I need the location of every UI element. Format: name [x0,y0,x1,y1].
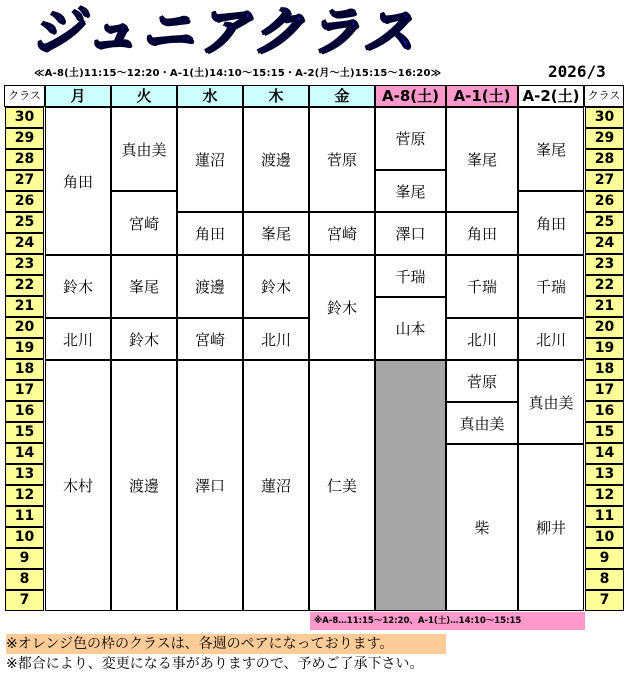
level-number: 15 [5,422,44,443]
level-number: 21 [5,296,44,317]
level-number: 15 [585,422,624,443]
schedule-cell: 澤口 [177,360,243,611]
level-number: 10 [5,527,44,548]
empty-slot [375,360,446,611]
schedule-cell: 北川 [45,318,111,360]
header-class-right: クラス [584,85,624,107]
schedule-cell: 千瑞 [375,255,446,297]
header-a8-saturday: A-8(土) [375,85,446,107]
schedule-cell: 菅原 [309,107,375,212]
level-number: 16 [585,401,624,422]
schedule-cell: 渡邊 [177,255,243,318]
schedule-cell: 峯尾 [243,212,309,255]
level-number: 7 [5,590,44,611]
level-number: 8 [585,569,624,590]
schedule-cell: 柳井 [518,444,584,611]
level-number: 21 [585,296,624,317]
schedule-cell: 澤口 [375,212,446,255]
schedule-cell: 北川 [518,318,584,360]
level-number: 11 [5,506,44,527]
level-number: 10 [585,527,624,548]
schedule-cell: 山本 [375,297,446,360]
level-number: 29 [585,128,624,149]
level-number: 9 [585,548,624,569]
level-number: 17 [5,380,44,401]
level-number: 23 [5,254,44,275]
level-number: 26 [585,191,624,212]
schedule-cell: 蓮沼 [177,107,243,212]
level-number: 20 [585,317,624,338]
level-number: 23 [585,254,624,275]
schedule-cell: 真由美 [111,107,177,191]
schedule-cell: 角田 [177,212,243,255]
level-number: 14 [585,443,624,464]
schedule-cell: 渡邊 [243,107,309,212]
level-number: 18 [585,359,624,380]
schedule-cell: 峯尾 [111,255,177,318]
schedule-cell: 北川 [446,318,518,360]
level-number: 24 [585,233,624,254]
level-number: 27 [585,170,624,191]
schedule-cell: 渡邊 [111,360,177,611]
level-number: 19 [585,338,624,359]
schedule-cell: 北川 [243,318,309,360]
schedule-cell: 宮崎 [309,212,375,255]
level-number: 17 [585,380,624,401]
schedule-cell: 宮崎 [177,318,243,360]
schedule-cell: 角田 [518,191,584,255]
level-number: 30 [585,107,624,128]
header-class-left: クラス [4,85,45,107]
header-a2-saturday: A-2(土) [518,85,584,107]
level-number: 9 [5,548,44,569]
level-number: 25 [585,212,624,233]
schedule-cell: 蓮沼 [243,360,309,611]
level-number: 25 [5,212,44,233]
schedule-cell: 峯尾 [375,170,446,212]
level-number: 29 [5,128,44,149]
schedule-cell: 角田 [446,212,518,255]
change-note: ※都合により、変更になる事がありますので、予めご了承下さい。 [6,656,424,672]
schedule-cell: 角田 [45,107,111,255]
level-number: 14 [5,443,44,464]
schedule-cell: 千瑞 [446,255,518,318]
schedule-cell: 菅原 [375,107,446,170]
header-thursday: 木 [243,85,309,107]
schedule-cell: 真由美 [518,360,584,444]
page-title: ジュニアクラス [30,2,418,62]
schedule-cell: 仁美 [309,360,375,611]
level-number: 19 [5,338,44,359]
time-note: ※A-8…11:15〜12:20、A-1(土)…14:10〜15:15 [310,612,585,630]
header-tuesday: 火 [111,85,177,107]
schedule-date: 2026/3 [548,62,606,81]
level-number: 24 [5,233,44,254]
level-number: 20 [5,317,44,338]
level-number: 22 [5,275,44,296]
schedule-cell: 鈴木 [45,255,111,318]
level-number: 11 [585,506,624,527]
schedule-cell: 木村 [45,360,111,611]
schedule-cell: 鈴木 [309,255,375,360]
schedule-cell: 鈴木 [243,255,309,318]
header-wednesday: 水 [177,85,243,107]
schedule-cell: 真由美 [446,402,518,444]
level-number: 12 [585,485,624,506]
schedule-cell: 峯尾 [518,107,584,191]
schedule-cell: 菅原 [446,360,518,402]
level-number: 8 [5,569,44,590]
pair-note: ※オレンジ色の枠のクラスは、各週のペアになっております。 [6,634,446,654]
header-a1-saturday: A-1(土) [446,85,518,107]
level-number: 18 [5,359,44,380]
level-number: 13 [5,464,44,485]
header-monday: 月 [45,85,111,107]
schedule-cell: 峯尾 [446,107,518,212]
schedule-cell: 宮崎 [111,191,177,255]
level-number: 30 [5,107,44,128]
level-number: 22 [585,275,624,296]
level-number: 7 [585,590,624,611]
header-friday: 金 [309,85,375,107]
level-number: 12 [5,485,44,506]
level-number: 27 [5,170,44,191]
level-number: 13 [585,464,624,485]
schedule-cell: 鈴木 [111,318,177,360]
schedule-cell: 柴 [446,444,518,611]
schedule-cell: 千瑞 [518,255,584,318]
level-number: 26 [5,191,44,212]
level-number: 28 [5,149,44,170]
schedule-times: ≪A-8(土)11:15〜12:20・A-1(土)14:10〜15:15・A-2(月〜土)15:15〜16:20≫ [34,68,442,79]
level-number: 28 [585,149,624,170]
level-number: 16 [5,401,44,422]
